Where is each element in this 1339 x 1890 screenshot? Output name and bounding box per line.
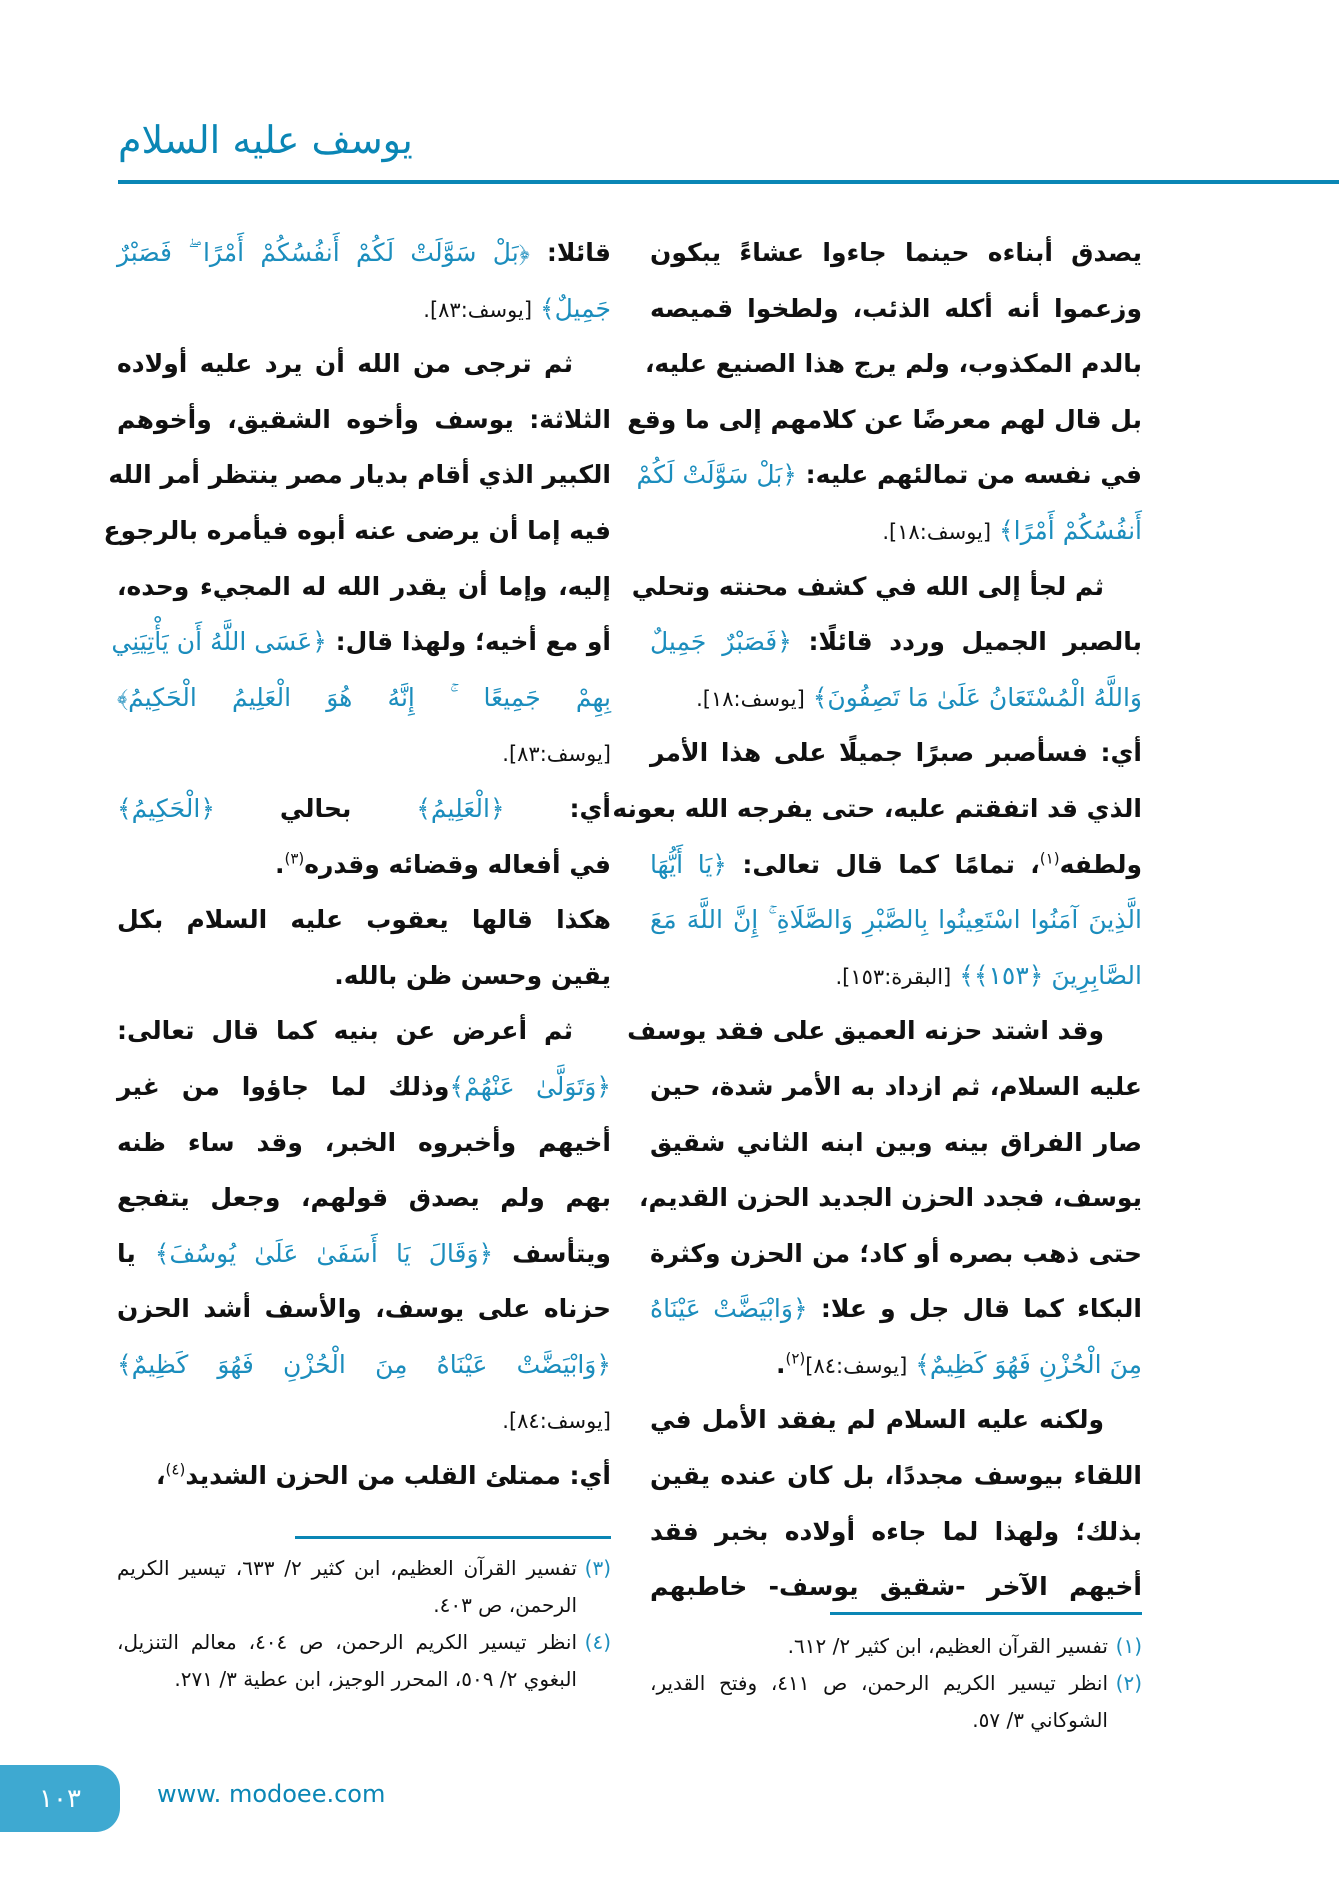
text-line <box>650 948 1142 1004</box>
text-line <box>627 392 1142 448</box>
text-line <box>631 559 1142 615</box>
text-line <box>117 725 611 781</box>
text-line <box>650 1392 1142 1448</box>
verse-reference: [البقرة:١٥٣]. <box>835 964 952 989</box>
body-text: بحالي <box>215 793 417 823</box>
text-line <box>117 1448 611 1504</box>
body-text: أي: ممتلئ القلب من الحزن الشديد <box>185 1461 611 1491</box>
footnote <box>650 1628 1142 1665</box>
footnote-text: تفسير القرآن العظيم، ابن كثير ٢/ ٦٣٣، تيسير الكريم الرحمن، ص ٤٠٣. <box>117 1556 577 1617</box>
text-line <box>636 447 1142 503</box>
text-line <box>117 1392 611 1448</box>
footnote <box>117 1550 611 1624</box>
body-text: ولكنه عليه السلام لم يفقد الأمل في <box>650 1405 1104 1435</box>
text-line <box>117 1337 611 1393</box>
text-line <box>650 892 1142 948</box>
text-line <box>644 336 1142 392</box>
body-text: اللقاء بيوسف مجددًا، بل كان عنده يقين <box>650 1461 1142 1491</box>
body-text: وقد اشتد حزنه العميق على فقد يوسف <box>627 1016 1104 1046</box>
verse-reference: [يوسف:٨٤]. <box>502 1409 611 1434</box>
body-text: أو مع أخيه؛ ولهذا قال: <box>326 627 611 657</box>
body-text: ثم ترجى من الله أن يرد عليه أولاده <box>117 349 573 379</box>
website-url: www. modoee.com <box>157 1780 386 1808</box>
body-text: إليه، وإما أن يقدر الله له المجيء وحده، <box>117 571 611 601</box>
text-line <box>627 1003 1142 1059</box>
text-line <box>650 725 1142 781</box>
text-line <box>650 1281 1142 1337</box>
text-line <box>650 1504 1142 1560</box>
quran-verse: ﴿الْحَكِيمُ﴾ <box>117 793 215 823</box>
footnote-marker: (٤) <box>165 1460 186 1479</box>
footnote-divider-left <box>295 1536 611 1539</box>
text-line <box>117 1226 611 1282</box>
body-text: في نفسه من تمالئهم عليه: <box>796 460 1142 490</box>
body-text: الكبير الذي أقام بديار مصر ينتظر أمر الله <box>108 460 611 490</box>
quran-verse: ﴿بَلْ سَوَّلَتْ لَكُمْ أَنفُسُكُمْ أَمْرًا ۖ فَصَبْرٌ <box>117 238 530 267</box>
text-line <box>117 948 611 1004</box>
text-line <box>117 892 611 948</box>
text-line <box>111 614 611 670</box>
text-line <box>117 1170 611 1226</box>
text-line <box>650 837 1142 893</box>
quran-verse: وَاللَّهُ الْمُسْتَعَانُ عَلَىٰ مَا تَصِفُونَ﴾ <box>804 682 1142 712</box>
body-text: هكذا قالها يعقوب عليه السلام بكل <box>117 905 611 935</box>
body-text: حزناه على يوسف، والأسف أشد الحزن <box>117 1294 611 1324</box>
footnote-marker: (٣) <box>284 849 305 868</box>
text-line <box>117 1115 611 1171</box>
text-line <box>650 1059 1142 1115</box>
quran-verse: مِنَ الْحُزْنِ فَهُوَ كَظِيمٌ﴾ <box>907 1349 1142 1379</box>
text-line <box>117 1281 611 1337</box>
quran-verse: أَنفُسُكُمْ أَمْرًا﴾ <box>991 515 1142 545</box>
verse-reference: [يوسف:١٨]. <box>696 686 805 711</box>
text-line <box>117 336 611 392</box>
footnote <box>117 1624 611 1698</box>
quran-verse: ﴿وَابْيَضَّتْ عَيْنَاهُ مِنَ الْحُزْنِ فَهُوَ كَظِيمٌ﴾ <box>117 1349 611 1379</box>
page-number-badge <box>0 1765 120 1832</box>
body-text: الثلاثة: يوسف وأخوه الشقيق، وأخوهم <box>117 404 611 434</box>
text-line <box>650 1226 1142 1282</box>
verse-reference: [يوسف:١٨]. <box>882 519 992 544</box>
body-text: البكاء كما قال جل و علا: <box>807 1294 1142 1324</box>
body-text: الذي قد اتفقتم عليه، حتى يفرجه الله بعونه <box>612 793 1142 823</box>
quran-verse: جَمِيلٌ﴾ <box>532 293 611 323</box>
footnote-text: تفسير القرآن العظيم، ابن كثير ٢/ ٦١٢. <box>787 1634 1108 1658</box>
body-text: قائلا: <box>529 238 611 267</box>
text-line <box>650 614 1142 670</box>
footnote-text: انظر تيسير الكريم الرحمن، ص ٤٠٤، معالم التنزيل، البغوي ٢/ ٥٠٩، المحرر الوجيز، ابن عطية ٣/ ٢٧١. <box>117 1630 577 1691</box>
text-line <box>117 392 611 448</box>
verse-reference: [يوسف:٨٣]. <box>423 297 533 322</box>
left-column <box>103 225 611 1504</box>
text-line <box>117 225 611 281</box>
text-line <box>103 503 611 559</box>
text-line <box>117 670 611 726</box>
right-column <box>612 225 1142 1615</box>
body-text: بهم ولم يصدق قولهم، وجعل يتفجع <box>117 1183 611 1213</box>
footnote-divider-right <box>830 1612 1142 1615</box>
page-number: ١٠٣ <box>39 1783 81 1814</box>
text-line <box>117 1003 611 1059</box>
footnote-number: (٢) <box>1115 1671 1142 1695</box>
body-text: بالصبر الجميل وردد قائلًا: <box>791 627 1142 657</box>
quran-verse: ﴿عَسَى اللَّهُ أَن يَأْتِيَنِي <box>111 627 327 657</box>
footnote-number: (٤) <box>584 1630 611 1654</box>
footnote <box>650 1665 1142 1739</box>
body-text: ثم أعرض عن بنيه كما قال تعالى: <box>117 1016 573 1046</box>
body-text: أي: فسأصبر صبرًا جميلًا على هذا الأمر <box>650 738 1142 768</box>
body-text: ولطفه <box>1059 849 1142 879</box>
text-line <box>117 837 611 893</box>
body-text: بذلك؛ ولهذا لما جاءه أولاده بخبر فقد <box>650 1516 1142 1546</box>
body-text: بالدم المكذوب، ولم يرج هذا الصنيع عليه، <box>644 349 1142 379</box>
footnote-marker: (١) <box>1039 849 1060 868</box>
text-line <box>117 559 611 615</box>
body-text: . <box>274 849 285 879</box>
footnote-number: (١) <box>1115 1634 1142 1658</box>
body-text: أخيهم وأخبروه الخبر، وقد ساء ظنه <box>117 1127 611 1157</box>
text-line <box>117 781 611 837</box>
text-line <box>117 1059 611 1115</box>
text-line <box>650 225 1142 281</box>
text-line <box>650 1337 1142 1393</box>
body-text: حتى ذهب بصره أو كاد؛ من الحزن وكثرة <box>650 1238 1142 1268</box>
body-text: صار الفراق بينه وبين ابنه الثاني شقيق <box>650 1127 1142 1157</box>
footnote-marker: (٢) <box>785 1349 806 1368</box>
text-line <box>650 1448 1142 1504</box>
body-text: فيه إما أن يرضى عنه أبوه فيأمره بالرجوع <box>103 515 611 545</box>
text-line <box>108 447 611 503</box>
text-line <box>650 503 1142 559</box>
chapter-title: يوسف عليه السلام <box>118 118 413 162</box>
body-text: ويتأسف <box>493 1238 611 1268</box>
text-line <box>650 1115 1142 1171</box>
header-divider <box>118 180 1339 184</box>
quran-verse: ﴿الْعَلِيمُ﴾ <box>416 793 505 823</box>
body-text: يقين وحسن ظن بالله. <box>334 960 611 990</box>
body-text: وزعموا أنه أكله الذئب، ولطخوا قميصه <box>650 293 1142 323</box>
quran-verse: ﴿بَلْ سَوَّلَتْ لَكُمْ <box>636 460 797 490</box>
text-line <box>650 1559 1142 1615</box>
text-line <box>639 1170 1142 1226</box>
quran-verse: بِهِمْ جَمِيعًا ۚ إِنَّهُ هُوَ الْعَلِيمُ الْحَكِيمُ﴾ <box>117 682 611 712</box>
body-text: في أفعاله وقضائه وقدره <box>304 849 611 879</box>
verse-reference: [يوسف:٨٣]. <box>502 742 611 767</box>
body-text: ثم لجأ إلى الله في كشف محنته وتحلي <box>631 571 1104 601</box>
text-line <box>117 281 611 337</box>
footnote-number: (٣) <box>584 1556 611 1580</box>
body-text: وذلك لما جاؤوا من غير <box>117 1071 450 1101</box>
quran-verse: ﴿وَابْيَضَّتْ عَيْنَاهُ <box>650 1294 808 1324</box>
quran-verse: ﴿وَتَوَلَّىٰ عَنْهُمْ﴾ <box>449 1071 611 1101</box>
body-text: يوسف، فجدد الحزن الجديد الحزن القديم، <box>639 1183 1142 1213</box>
body-text: بل قال لهم معرضًا عن كلامهم إلى ما وقع <box>627 404 1142 434</box>
text-line <box>612 781 1142 837</box>
text-line <box>650 281 1142 337</box>
body-text: ، تمامًا كما قال تعالى: <box>726 849 1040 879</box>
footnotes-right <box>650 1628 1142 1739</box>
footnote-text: انظر تيسير الكريم الرحمن، ص ٤١١، وفتح القدير، الشوكاني ٣/ ٥٧. <box>650 1671 1108 1732</box>
body-text: أي: <box>504 793 611 823</box>
verse-reference: [يوسف:٨٤] <box>805 1353 908 1378</box>
body-text: أخيهم الآخر -شقيق يوسف- خاطبهم <box>650 1572 1142 1602</box>
body-text: يا <box>117 1238 155 1268</box>
quran-verse: ﴿يَا أَيُّهَا <box>650 849 727 879</box>
body-text: . <box>775 1349 786 1379</box>
text-line <box>650 670 1142 726</box>
quran-verse: ﴿وَقَالَ يَا أَسَفَىٰ عَلَىٰ يُوسُفَ﴾ <box>154 1238 494 1268</box>
quran-verse: الصَّابِرِينَ ﴿١٥٣﴾﴾ <box>951 960 1142 990</box>
body-text: يصدق أبناءه حينما جاءوا عشاءً يبكون <box>650 238 1142 267</box>
body-text: ، <box>156 1461 166 1491</box>
body-text: عليه السلام، ثم ازداد به الأمر شدة، حين <box>650 1071 1142 1101</box>
quran-verse: ﴿فَصَبْرٌ جَمِيلٌ <box>650 627 792 657</box>
footnotes-left <box>117 1550 611 1698</box>
quran-verse: الَّذِينَ آمَنُوا اسْتَعِينُوا بِالصَّبْرِ وَالصَّلَاةِ ۚ إِنَّ اللَّهَ مَعَ <box>650 905 1142 935</box>
